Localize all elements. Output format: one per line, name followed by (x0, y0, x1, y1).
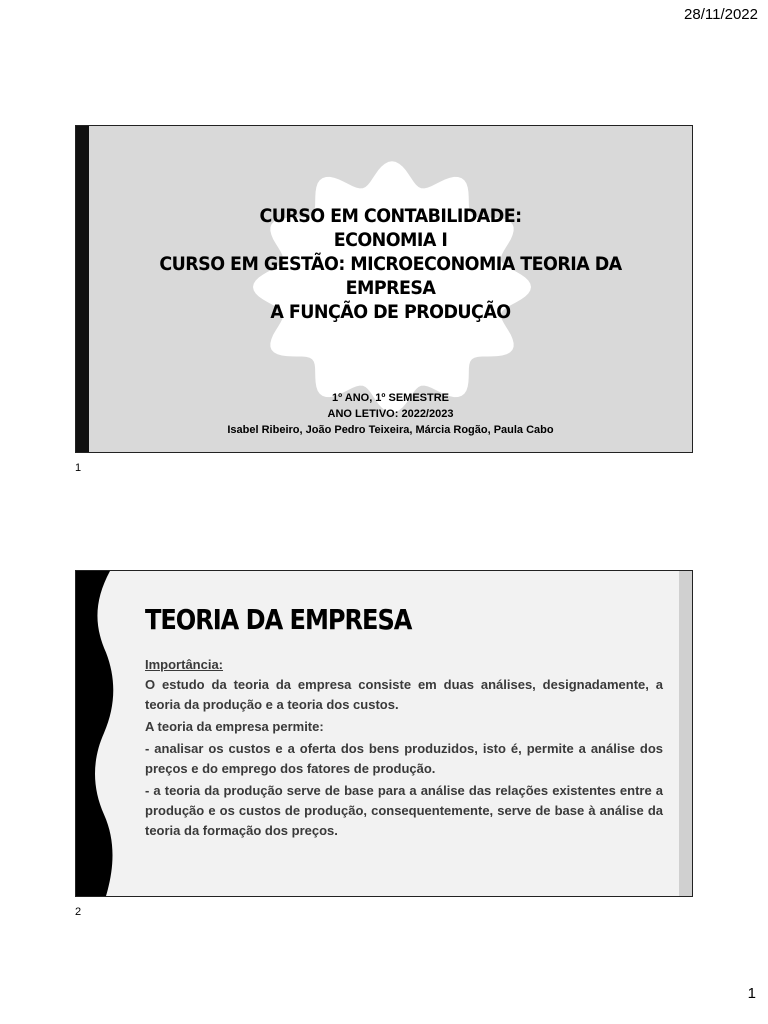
paragraph: - a teoria da produção serve de base para a análise das relações existentes entre a produção e os custos de produção, consequentemente, serve de base à análise da teoria da formação dos preços. (145, 783, 663, 838)
slide-2-title: TEORIA DA EMPRESA (145, 603, 412, 636)
slide-1-info-block (89, 390, 692, 438)
slide-1 (75, 125, 693, 453)
paragraph: - analisar os custos e a oferta dos bens produzidos, isto é, permite a análise dos preços e do emprego dos fatores de produção. (145, 741, 663, 776)
slide-number: 2 (75, 906, 82, 918)
page-number: 1 (747, 985, 756, 1002)
title-line: EMPRESA (345, 277, 436, 299)
title-line: CURSO EM GESTÃO: MICROECONOMIA TEORIA DA (159, 253, 622, 275)
wave-left-band (76, 571, 116, 896)
slide-2-body (145, 655, 663, 841)
slide-left-band (76, 126, 89, 452)
paragraph: A teoria da empresa permite: (145, 719, 324, 734)
info-line: Isabel Ribeiro, João Pedro Teixeira, Márcia Rogão, Paula Cabo (227, 424, 554, 436)
info-line: ANO LETIVO: 2022/2023 (327, 408, 454, 420)
page-date: 28/11/2022 (684, 6, 758, 23)
slide-number: 1 (75, 462, 82, 474)
title-line: ECONOMIA I (333, 229, 448, 251)
slide-2 (75, 570, 693, 897)
title-line: CURSO EM CONTABILIDADE: (259, 205, 522, 227)
paragraph: O estudo da teoria da empresa consiste em duas análises, designadamente, a teoria da produção e a teoria dos custos. (145, 677, 663, 712)
slide-1-title-block (113, 204, 668, 324)
slide-right-band (679, 571, 692, 896)
section-heading: Importância: (145, 657, 224, 672)
title-line: A FUNÇÃO DE PRODUÇÃO (270, 301, 511, 323)
info-line: 1º ANO, 1º SEMESTRE (331, 392, 450, 404)
